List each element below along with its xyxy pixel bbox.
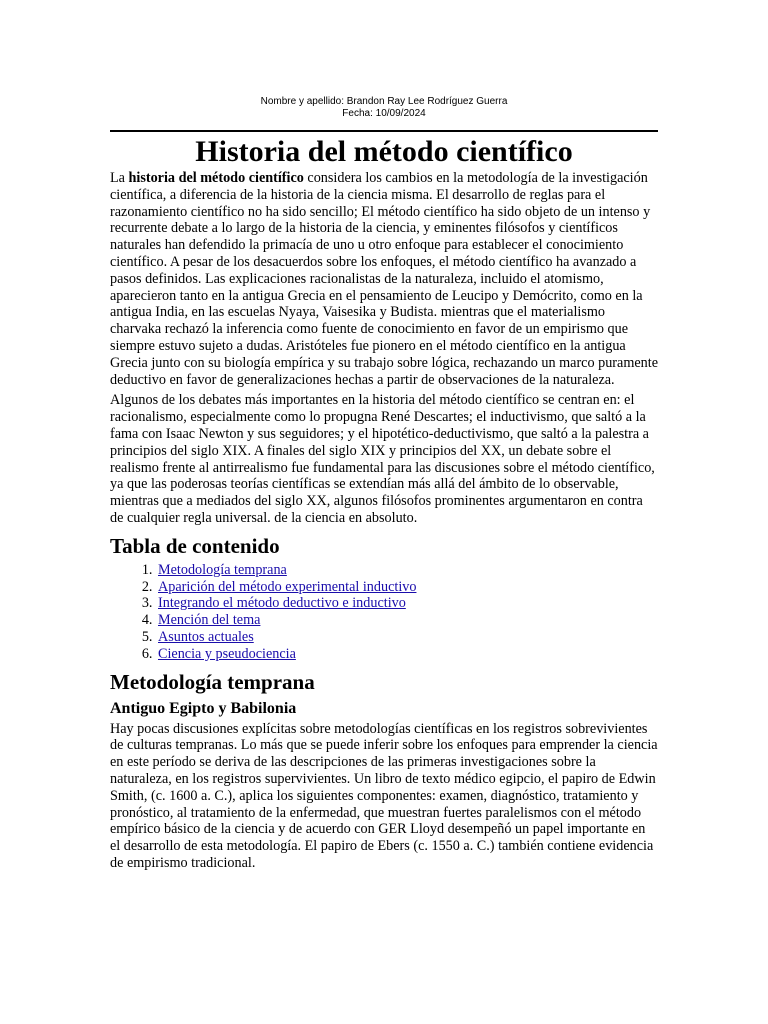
intro-bold-term: historia del método científico xyxy=(128,170,304,186)
toc-item xyxy=(156,562,658,579)
document-header xyxy=(110,96,658,120)
intro-paragraph-1-text: considera los cambios en la metodología de la investigación científica, a diferencia de la historia de la ciencia misma. El desarrollo de reglas para el razonamiento científico no ha sido sencillo; El método científico ha sido objeto de un intenso y recurrente debate a lo largo de la historia de la ciencia, y eminentes filósofos y científicos naturales han defendido la primacía de uno u otro enfoque para establecer el conocimiento científico. A pesar de los desacuerdos sobre los enfoques, el método científico ha avanzado a pasos definidos. Las explicaciones racionalistas de la naturaleza, incluido el atomismo, aparecieron tanto en la antigua Grecia en el pensamiento de Leucipo y Demócrito, como en la antigua India, en las escuelas Nyaya, Vaisesika y Budista. mientras que el materialismo charvaka rechazó la inferencia como fuente de conocimiento en favor de un empirismo que siempre estuvo sujeto a dudas. Aristóteles fue pionero en el método científico en la antigua Grecia junto con su biología empírica y su trabajo sobre lógica, rechazando un marco puramente deductivo en favor de generalizaciones hechas a partir de observaciones de la naturaleza. xyxy=(110,170,658,388)
author-line: Nombre y apellido: Brandon Ray Lee Rodríguez Guerra xyxy=(260,96,508,107)
toc-link-metodologia-temprana[interactable]: Metodología temprana xyxy=(158,561,287,578)
date-line: Fecha: 10/09/2024 xyxy=(342,108,426,119)
toc-link-integrando-metodo[interactable]: Integrando el método deductivo e inductivo xyxy=(158,595,406,612)
section-heading-metodologia-temprana: Metodología temprana xyxy=(110,669,315,694)
toc-link-asuntos-actuales[interactable]: Asuntos actuales xyxy=(158,628,254,645)
toc-link-ciencia-pseudociencia[interactable]: Ciencia y pseudociencia xyxy=(158,645,296,662)
toc-item xyxy=(156,595,658,612)
toc-item xyxy=(156,612,658,629)
header-divider xyxy=(110,130,658,132)
intro-lead: La xyxy=(110,170,129,186)
subsection-heading-egipto-babilonia: Antiguo Egipto y Babilonia xyxy=(110,699,297,717)
toc-link-mencion-del-tema[interactable]: Mención del tema xyxy=(158,612,261,629)
toc-link-aparicion-metodo-experimental[interactable]: Aparición del método experimental inductivo xyxy=(158,578,417,595)
section-paragraph-1: Hay pocas discusiones explícitas sobre metodologías científicas en los registros sobrevivientes de culturas tempranas. Lo más que se puede inferir sobre los enfoques para emprender la ciencia en este período se deriva de las descripciones de las primeras investigaciones sobre la naturaleza, en los registros supervivientes. Un libro de texto médico egipcio, el papiro de Edwin Smith, (c. 1600 a. C.), aplica los siguientes componentes: examen, diagnóstico, tratamiento y pronóstico, al tratamiento de la enfermedad, que muestran fuertes paralelismos con el método empírico básico de la ciencia y de acuerdo con GER Lloyd desempeñó un papel importante en el desarrollo de esta metodología. El papiro de Ebers (c. 1550 a. C.) también contiene evidencia de empirismo tradicional. xyxy=(110,720,658,871)
toc-item xyxy=(156,646,658,663)
intro-paragraph-1 xyxy=(110,170,658,388)
page-title: Historia del método científico xyxy=(195,135,573,168)
toc-item xyxy=(156,579,658,596)
toc-item xyxy=(156,629,658,646)
toc-heading: Tabla de contenido xyxy=(110,533,280,558)
toc-list xyxy=(110,562,658,663)
intro-paragraph-2: Algunos de los debates más importantes en la historia del método científico se centran en: el racionalismo, especialmente como lo propugna René Descartes; el inductivismo, que saltó a la fama con Isaac Newton y sus seguidores; y el hipotético-deductivismo, que saltó a la palestra a principios del siglo XIX. A finales del siglo XIX y principios del XX, un debate sobre el realismo frente al antirrealismo fue fundamental para las discusiones sobre el método científico, ya que las poderosas teorías científicas se extendían más allá del ámbito de lo observable, mientras que a mediados del siglo XX, algunos filósofos prominentes argumentaron en contra de cualquier regla universal. de la ciencia en absoluto. xyxy=(110,392,655,526)
